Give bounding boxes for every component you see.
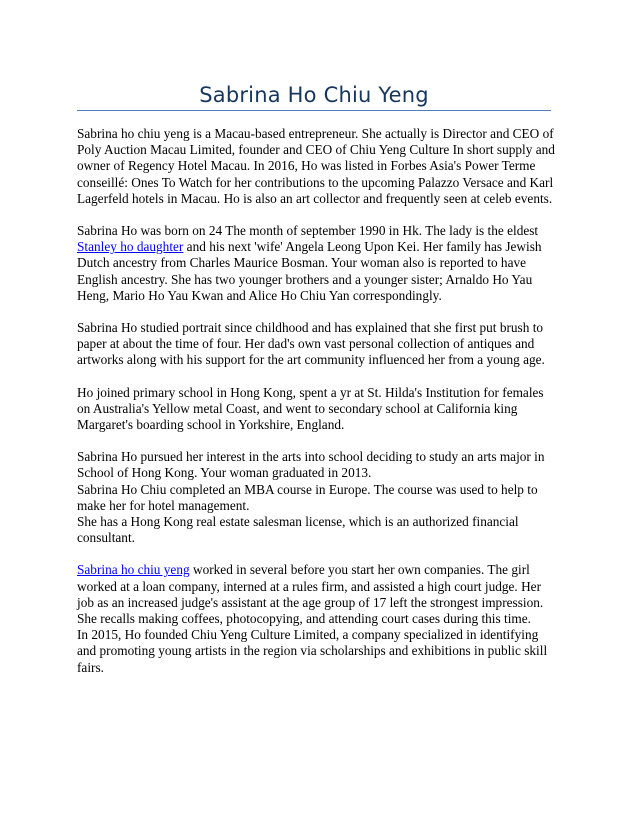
paragraph-career xyxy=(77,562,555,627)
paragraph-birth-text-2: and his next 'wife' Angela Leong Upon Kei. Her family has Jewish Dutch ancestry from Charles Maurice Bosman. Your woman also is reported to have English ancestry. She has two younger brothers and a younger sister; Arnaldo Ho Yau Heng, Mario Ho Yau Kwan and Alice Ho Chiu Yan correspondingly. xyxy=(77,239,542,303)
paragraph-license: She has a Hong Kong real estate salesman license, which is an authorized financial consultant. xyxy=(77,514,519,546)
document-body xyxy=(77,126,555,676)
paragraph-birth xyxy=(77,223,555,304)
paragraph-childhood: Sabrina Ho studied portrait since childhood and has explained that she first put brush to paper at about the time of four. Her dad's own vast personal collection of antiques and artworks along with his support for the art community influenced her from a young age. xyxy=(77,320,545,368)
stanley-ho-daughter-link[interactable]: Stanley ho daughter xyxy=(77,239,184,255)
paragraph-intro: Sabrina ho chiu yeng is a Macau-based entrepreneur. She actually is Director and CEO of Poly Auction Macau Limited, founder and CEO of Chiu Yeng Culture In short supply and owner of Regency Hotel Macau. In 2016, Ho was listed in Forbes Asia's Power Terme conseillé: Ones To Watch for her contributions to the upcoming Palazzo Versace and Karl Lagerfeld hotels in Macau. Ho is also an art collector and frequently seen at celeb events. xyxy=(77,126,555,206)
paragraph-university: Sabrina Ho pursued her interest in the arts into school deciding to study an arts major in School of Hong Kong. Your woman graduated in 2013. xyxy=(77,449,545,481)
sabrina-ho-chiu-yeng-link[interactable]: Sabrina ho chiu yeng xyxy=(77,562,190,578)
paragraph-gap xyxy=(77,433,555,449)
paragraph-mba: Sabrina Ho Chiu completed an MBA course in Europe. The course was used to help to make her for hotel management. xyxy=(77,481,538,513)
paragraph-founding: In 2015, Ho founded Chiu Yeng Culture Limited, a company specialized in identifying and promoting young artists in the region via scholarships and exhibitions in public skill fairs. xyxy=(77,627,548,675)
page-title: Sabrina Ho Chiu Yeng xyxy=(199,83,429,107)
paragraph-birth-text-1: Sabrina Ho was born on 24 The month of september 1990 in Hk. The lady is the eldest xyxy=(77,223,539,239)
paragraph-schooling: Ho joined primary school in Hong Kong, spent a yr at St. Hilda's Institution for females on Australia's Yellow metal Coast, and went to secondary school at California king Margaret's boarding school in Yorkshire, England. xyxy=(77,384,544,433)
paragraph-career-text: worked in several before you start her own companies. The girl worked at a loan company, interned at a rules firm, and assisted a high court judge. Her job as an increased judge's assistant at the age group of 17 left the strongest impression. She recalls making coffees, photocopying, and attending court cases during this time. xyxy=(77,562,544,627)
paragraph-gap xyxy=(77,546,555,562)
paragraph-gap xyxy=(77,304,555,320)
title-underline xyxy=(77,110,551,111)
paragraph-gap xyxy=(77,369,555,385)
paragraph-gap xyxy=(77,207,555,223)
